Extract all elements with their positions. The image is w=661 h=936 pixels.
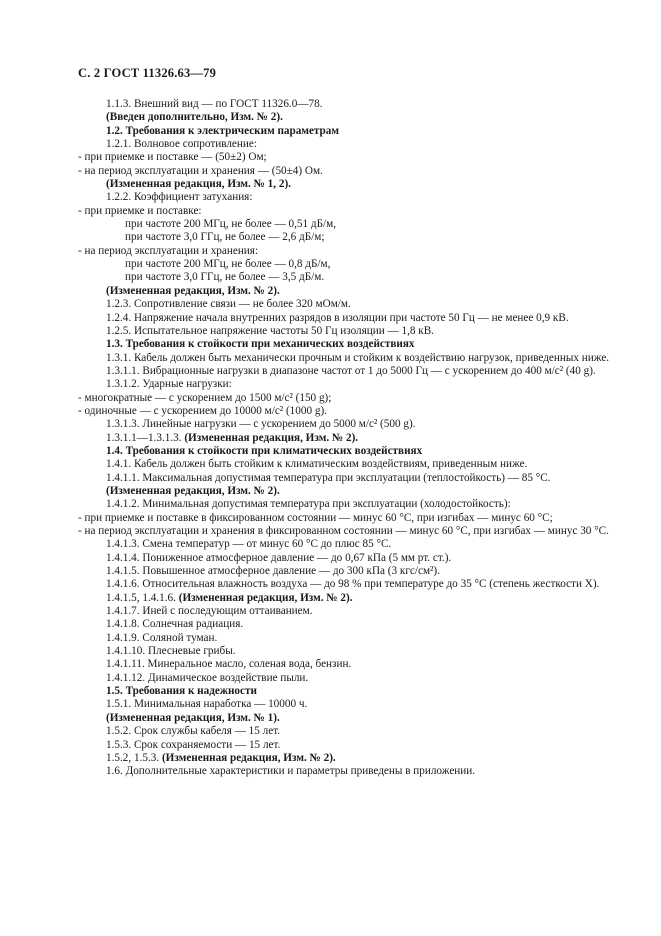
text-line: 1.2.5. Испытательное напряжение частоты 50 Гц изоляции — 1,8 кВ. [106, 324, 434, 337]
text-line: при частоте 3,0 ГГц, не более — 3,5 дБ/м. [125, 271, 325, 284]
amendment-note: (Измененная редакция, Изм. № 2). [178, 591, 353, 604]
text-line: - на период эксплуатации и хранения в фиксированном состоянии — минус 60 °С, при изгибах — минус 30 °С. [78, 525, 609, 537]
text-line: 1.5. Требования к надежности [106, 685, 257, 698]
text-line: 1.4.1.9. Соляной туман. [106, 631, 218, 644]
text-line: 1.4.1.5. Повышенное атмосферное давление — до 300 кПа (3 кгс/см²). [106, 565, 440, 578]
text-line: 1.2.4. Напряжение начала внутренних разрядов в изоляции при частоте 50 Гц — не менее 0,9 кВ. [106, 311, 569, 324]
text-line: 1.1.3. Внешний вид — по ГОСТ 11326.0—78. [106, 98, 323, 110]
text-line: (Измененная редакция, Изм. № 1). [106, 711, 280, 724]
text-line: 1.3.1. Кабель должен быть механически прочным и стойким к воздействию нагрузок, приведенных ниже. [106, 351, 610, 364]
text-line: 1.2.1. Волновое сопротивление: [106, 138, 257, 151]
text-line: 1.3.1.3. Линейные нагрузки — с ускорением до 5000 м/с² (500 g). [106, 418, 416, 431]
text-line: (Измененная редакция, Изм. № 1, 2). [106, 178, 291, 191]
text-line: при частоте 200 МГц, не более — 0,8 дБ/м, [125, 258, 331, 271]
text-line: 1.4.1. Кабель должен быть стойким к климатическим воздействиям, приведенным ниже. [106, 458, 528, 471]
text-line: - на период эксплуатации и хранения — (50±4) Ом. [78, 164, 323, 177]
text-line: 1.4.1.2. Минимальная допустимая температура при эксплуатации (холодостойкость): [106, 498, 511, 511]
text-line: 1.4.1.5, 1.4.1.6. (Измененная редакция, Изм. № 2). [106, 591, 353, 604]
text-line: 1.5.3. Срок сохраняемости — 15 лет. [106, 738, 281, 751]
text-line: - при приемке и поставке — (50±2) Ом; [78, 151, 267, 164]
text-line: 1.2. Требования к электрическим параметрам [106, 124, 339, 137]
text-line: 1.4.1.11. Минеральное масло, соленая вода, бензин. [106, 658, 352, 671]
text-line: 1.3.1.2. Ударные нагрузки: [106, 378, 232, 391]
text-line: - при приемке и поставке: [78, 204, 202, 217]
text-line: - многократные — с ускорением до 1500 м/с² (150 g); [78, 391, 332, 404]
amendment-note: (Измененная редакция, Изм. № 2). [161, 751, 336, 764]
text-line: 1.4.1.10. Плесневые грибы. [106, 645, 236, 658]
text-line: 1.4.1.8. Солнечная радиация. [106, 618, 244, 631]
text-line: - при приемке и поставке в фиксированном состоянии — минус 60 °С, при изгибах — минус 60 °С; [78, 511, 553, 524]
text-line: - одиночные — с ускорением до 10000 м/с² (1000 g). [78, 404, 327, 417]
document-body [78, 98, 616, 779]
text-line: (Введен дополнительно, Изм. № 2). [106, 111, 283, 124]
text-line: 1.2.2. Коэффициент затухания: [106, 191, 253, 204]
text-line: 1.5.2. Срок службы кабеля — 15 лет. [106, 725, 281, 738]
page-header: С. 2 ГОСТ 11326.63—79 [78, 66, 217, 80]
text-line: 1.5.2, 1.5.3. (Измененная редакция, Изм. № 2). [106, 751, 336, 764]
text-line: 1.6. Дополнительные характеристики и параметры приведены в приложении. [106, 765, 476, 778]
text-line: 1.3.1.1—1.3.1.3. (Измененная редакция, Изм. № 2). [106, 431, 359, 444]
text-line: 1.4.1.4. Пониженное атмосферное давление — до 0,67 кПа (5 мм рт. ст.). [106, 551, 452, 564]
text-line: 1.3.1.1. Вибрационные нагрузки в диапазоне частот от 1 до 5000 Гц — с ускорением до 400 м/с² (40 g). [106, 364, 596, 377]
text-line: 1.2.3. Сопротивление связи — не более 320 мОм/м. [106, 298, 351, 311]
text-line: 1.4. Требования к стойкости при климатических воздействиях [106, 444, 423, 457]
text-line: 1.4.1.3. Смена температур — от минус 60 °С до плюс 85 °С. [106, 538, 392, 551]
text-line: 1.4.1.6. Относительная влажность воздуха — до 98 % при температуре до 35 °С (степень жесткости X). [106, 578, 600, 591]
text-line: 1.4.1.12. Динамическое воздействие пыли. [106, 671, 309, 684]
text-line: 1.5.1. Минимальная наработка — 10000 ч. [106, 698, 308, 711]
text-line: (Измененная редакция, Изм. № 2). [106, 484, 280, 497]
text-line: 1.3. Требования к стойкости при механических воздействиях [106, 338, 415, 351]
text-line: (Измененная редакция, Изм. № 2). [106, 284, 280, 297]
text-line: 1.4.1.1. Максимальная допустимая температура при эксплуатации (теплостойкость) — 85 °С. [106, 471, 551, 484]
text-line: - на период эксплуатации и хранения: [78, 244, 259, 257]
amendment-note: (Измененная редакция, Изм. № 2). [184, 431, 359, 444]
text-line: 1.4.1.7. Иней с последующим оттаиванием. [106, 605, 313, 618]
text-line: при частоте 200 МГц, не более — 0,51 дБ/м, [125, 218, 336, 231]
text-line: при частоте 3,0 ГГц, не более — 2,6 дБ/м; [125, 231, 325, 244]
